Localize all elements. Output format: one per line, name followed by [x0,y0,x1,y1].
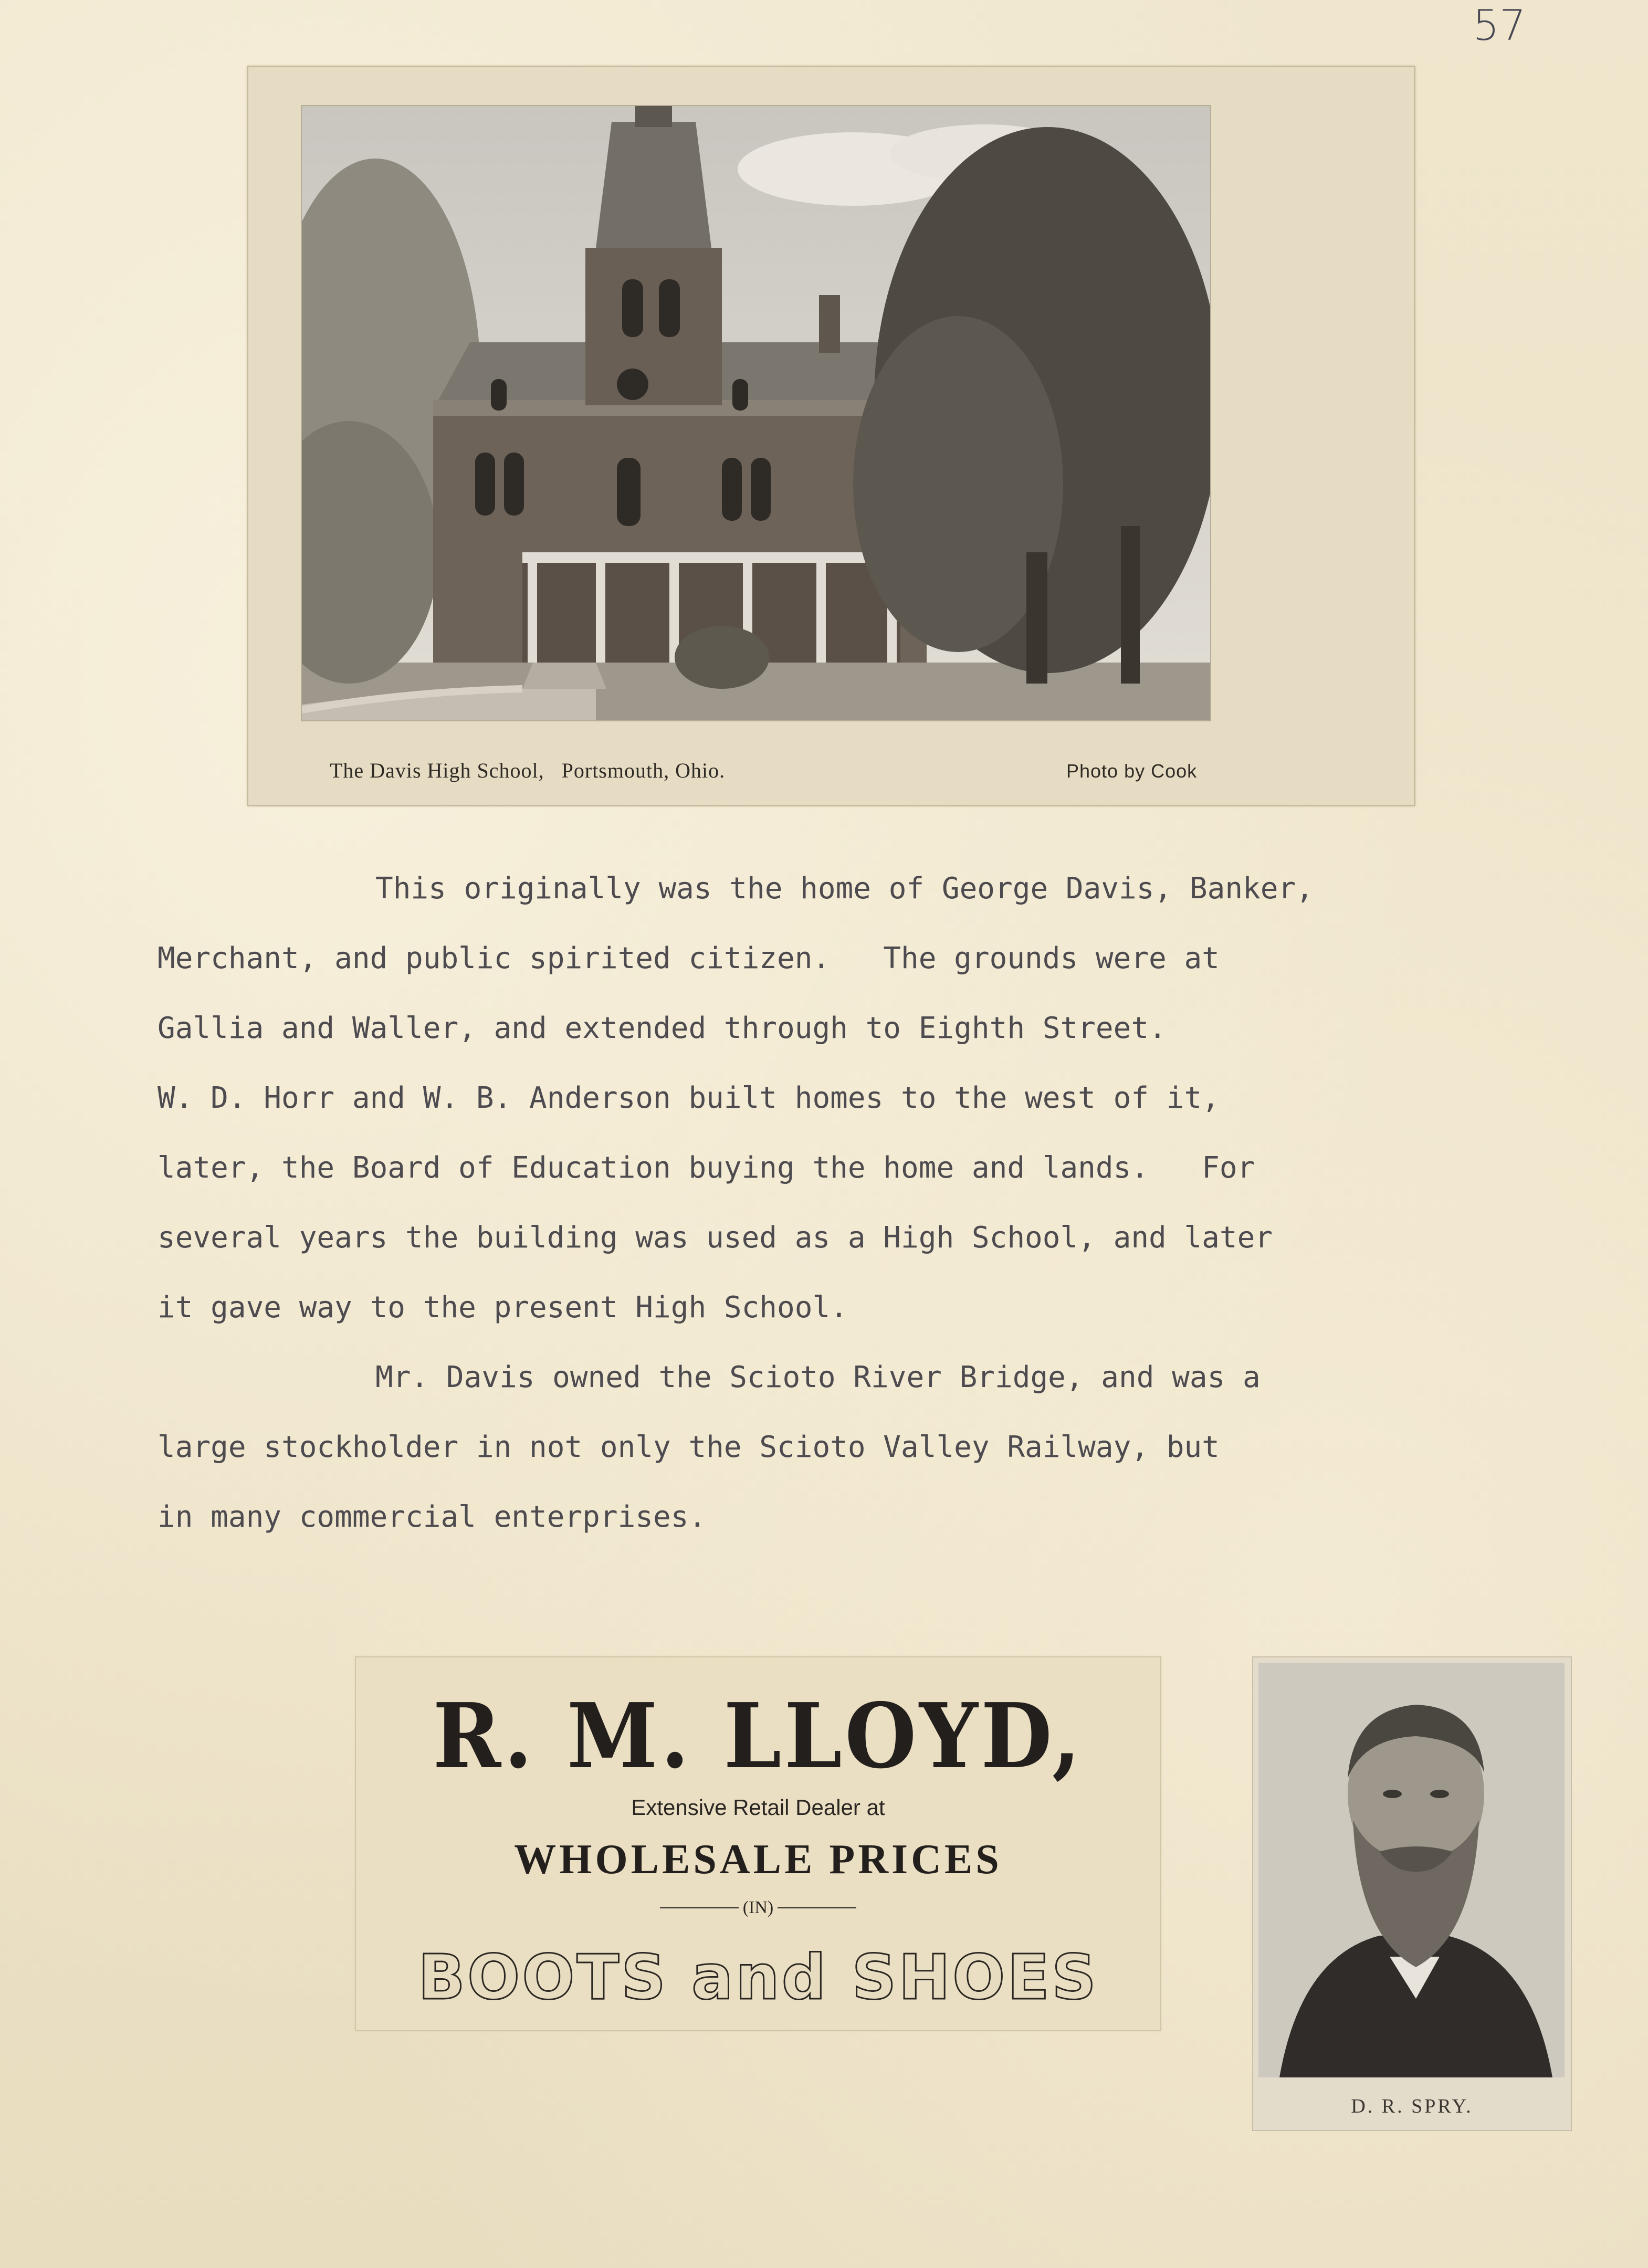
text-line: This originally was the home of George Davis, Banker, [375,872,1314,906]
text-line: Mr. Davis owned the Scioto River Bridge, and was a [375,1360,1261,1394]
ad-divider [356,1898,1160,1918]
postcard-caption: The Davis High School, Portsmouth, Ohio. [330,759,726,782]
ad-products: BOOTS and SHOES [418,1941,1098,2013]
ad-connector: (IN) [742,1898,774,1917]
text-line: Merchant, and public spirited citizen. The grounds were at [158,941,1220,975]
text-line: several years the building was used as a High School, and later [158,1221,1273,1255]
divider-rule [660,1907,739,1908]
portrait-caption: D. R. SPRY. [1351,2095,1473,2117]
photo-credit: Photo by Cook [1066,760,1198,782]
text-line: large stockholder in not only the Scioto Valley Railway, but [158,1430,1220,1464]
text-line: Gallia and Waller, and extended through to Eighth Street. [158,1011,1167,1045]
building-photo-icon [301,105,1211,721]
text-line: in many commercial enterprises. [158,1500,707,1534]
text-line: it gave way to the present High School. [158,1290,848,1325]
text-line: later, the Board of Education buying the home and lands. For [158,1151,1255,1185]
advertisement-clipping [355,1656,1161,2031]
typed-paragraphs [158,872,1502,1570]
postcard [247,66,1415,806]
bearded-man-portrait-icon [1258,1663,1565,2077]
text-line: W. D. Horr and W. B. Anderson built homes to the west of it, [158,1081,1220,1115]
portrait-clipping [1252,1656,1572,2131]
ad-headline: WHOLESALE PRICES [514,1836,1002,1883]
ad-subtitle: Extensive Retail Dealer at [631,1795,885,1820]
page-number: 57 [1473,1,1526,50]
divider-rule [778,1907,856,1908]
ad-title: R. M. LLOYD, [433,1684,1084,1789]
